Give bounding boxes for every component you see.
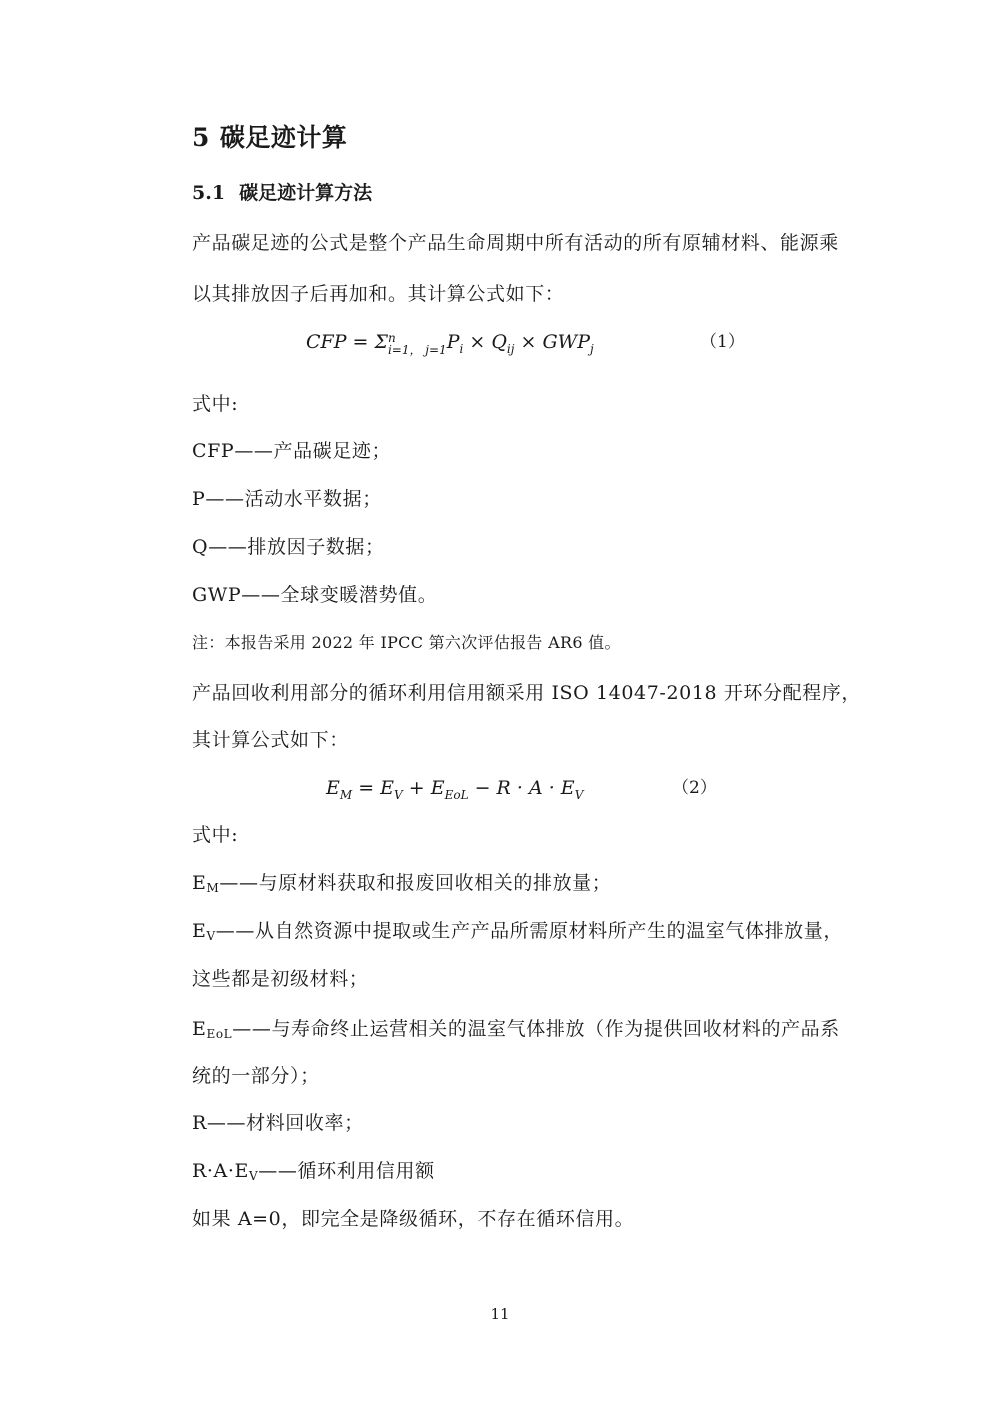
subsection-title: 碳足迹计算方法 <box>239 182 373 204</box>
def-em: $E_M——$与原材料获取和报废回收相关的排放量； <box>192 872 612 895</box>
formula-1-number: （1） <box>700 332 745 352</box>
def-r: R——材料回收率； <box>192 1112 364 1134</box>
def-cfp: CFP——产品碳足迹； <box>192 440 392 462</box>
note: 注：本报告采用 2022 年 IPCC 第六次评估报告 AR6 值。 <box>192 633 621 652</box>
sum-upper: n <box>387 331 396 345</box>
def-q: Q——排放因子数据； <box>192 536 385 558</box>
where-label-2: 式中: <box>192 824 239 846</box>
conclusion: 如果 A=0，即完全是降级循环，不存在循环信用。 <box>192 1208 635 1230</box>
section-title: 碳足迹计算 <box>219 123 348 152</box>
formula-2-number: （2） <box>672 778 717 798</box>
page-number: 11 <box>490 1305 510 1323</box>
def-p: P——活动水平数据； <box>192 488 382 510</box>
def-ev-cont: 这些都是初级材料； <box>192 968 369 990</box>
def-gwp: GWP——全球变暖潜势值。 <box>192 584 438 606</box>
def-eeol-cont: 统的一部分）； <box>192 1065 320 1087</box>
def-rae: $R\cdot A\cdot E_V——$循环利用信用额 <box>192 1160 435 1183</box>
where-label-1: 式中: <box>192 393 239 415</box>
section-heading <box>192 120 347 156</box>
section-number: 5 <box>192 123 210 152</box>
def-ev: $E_V——$从自然资源中提取或生产产品所需原材料所产生的温室气体排放量， <box>192 920 843 943</box>
subsection-number: 5.1 <box>192 182 226 204</box>
subsection-heading <box>192 180 372 206</box>
def-eeol: $E_{EoL}——$与寿命终止运营相关的温室气体排放（作为提供回收材料的产品系 <box>192 1018 840 1041</box>
formula-1: CFP = Σ n i=1， j=1 $P_i \times Q_{ij} \times GWP_j$ <box>306 331 594 357</box>
intro-line-2: 以其排放因子后再加和。其计算公式如下： <box>192 283 565 305</box>
recycle-line-2: 其计算公式如下： <box>192 729 349 751</box>
formula-2: $E_M = E_V + E_{EoL} - R \cdot A \cdot E_V$ <box>326 777 584 802</box>
recycle-line-1: 产品回收利用部分的循环利用信用额采用 ISO 14047-2018 开环分配程序， <box>192 682 862 704</box>
sum-lower: i=1， j=1 <box>387 343 447 357</box>
intro-line-1: 产品碳足迹的公式是整个产品生命周期中所有活动的所有原辅材料、能源乘 <box>192 232 839 254</box>
